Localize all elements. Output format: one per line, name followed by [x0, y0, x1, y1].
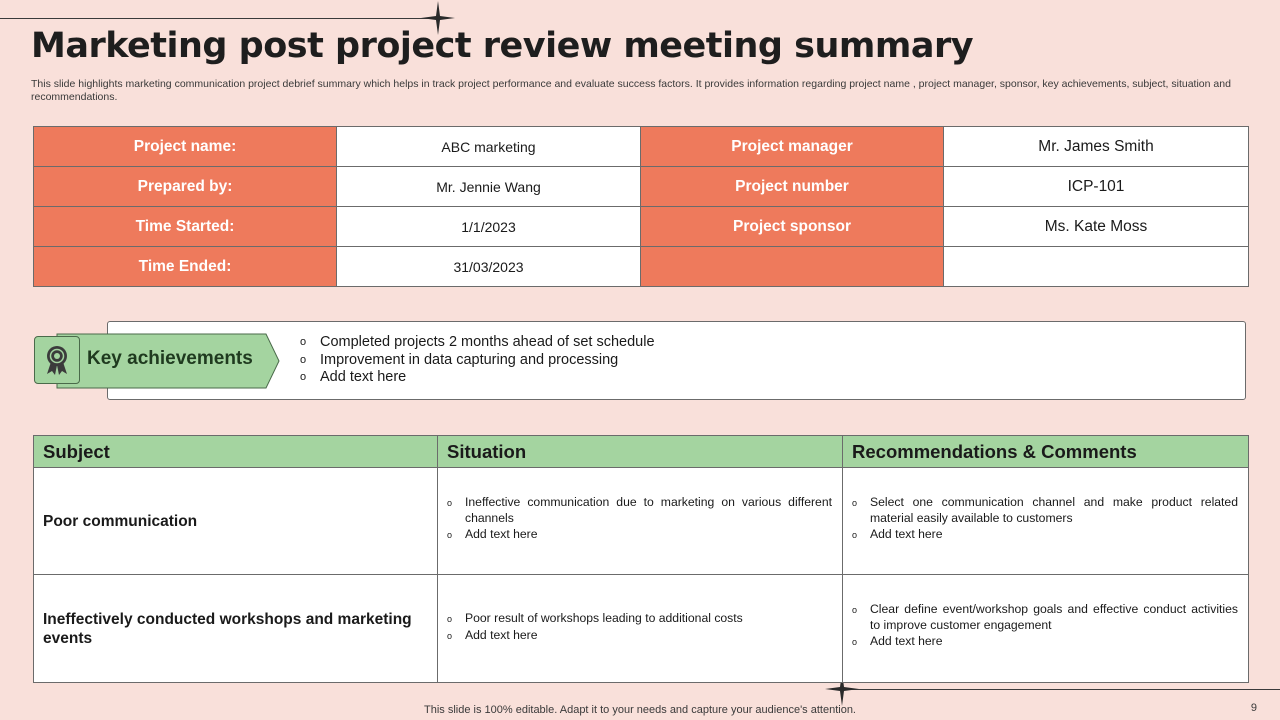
- bullet-icon: o: [852, 605, 858, 615]
- list-item: [300, 369, 655, 387]
- review-table: [33, 435, 1249, 683]
- table-row: [34, 127, 1249, 167]
- bullet-icon: o: [300, 336, 307, 348]
- footer-note: This slide is 100% editable. Adapt it to your needs and capture your audience's attention.: [424, 704, 856, 716]
- bullet-icon: o: [852, 497, 858, 508]
- award-ribbon-icon: [43, 344, 71, 376]
- prepared-by-label: Prepared by:: [34, 167, 337, 207]
- page-subtitle: This slide highlights marketing communication project debrief summary which helps in track project performance and evaluate success factors. It provides information regarding project name , project manager, sponsor, key achievements, subject, situation and recommendations.: [31, 78, 1231, 103]
- page-number: 9: [1250, 702, 1257, 714]
- recommendations-cell: [843, 468, 1249, 575]
- list-item: o Add text here: [447, 627, 538, 642]
- list-item: o Ineffective communication due to marketing on various different channels: [447, 494, 832, 525]
- project-sponsor-label: Project sponsor: [641, 207, 944, 247]
- project-number-label: Project number: [641, 167, 944, 207]
- header-subject: Subject: [34, 436, 438, 468]
- top-decor-line: [0, 18, 438, 19]
- time-ended-value: 31/03/2023: [337, 247, 641, 287]
- header-situation: Situation: [438, 436, 843, 468]
- achievement-text: Completed projects 2 months ahead of set schedule: [320, 334, 655, 350]
- table-row: [34, 468, 1249, 575]
- project-name-value: ABC marketing: [337, 127, 641, 167]
- project-sponsor-value: Ms. Kate Moss: [944, 207, 1249, 247]
- project-info-table: [33, 126, 1249, 287]
- page-title: Marketing post project review meeting summary: [31, 26, 974, 66]
- project-name-label: Project name:: [34, 127, 337, 167]
- bullet-icon: o: [447, 529, 453, 540]
- project-number-value: ICP-101: [944, 167, 1249, 207]
- bullet-icon: o: [447, 630, 453, 641]
- list-item: o Add text here: [852, 634, 943, 648]
- list-item: o Poor result of workshops leading to additional costs: [447, 610, 743, 625]
- project-manager-label: Project manager: [641, 127, 944, 167]
- bullet-icon: o: [447, 497, 453, 508]
- table-row: [34, 207, 1249, 247]
- empty-label-cell: [641, 247, 944, 287]
- project-manager-value: Mr. James Smith: [944, 127, 1249, 167]
- bullet-icon: o: [447, 613, 453, 624]
- bullet-icon: o: [300, 353, 307, 366]
- empty-value-cell: [944, 247, 1249, 287]
- list-item: [300, 352, 655, 370]
- situation-cell: [438, 575, 843, 683]
- list-item: [300, 334, 655, 352]
- list-item: o Add text here: [447, 526, 538, 541]
- time-ended-label: Time Ended:: [34, 247, 337, 287]
- prepared-by-value: Mr. Jennie Wang: [337, 167, 641, 207]
- subject-cell: Poor communication: [34, 468, 438, 575]
- table-row: [34, 575, 1249, 683]
- subject-cell: Ineffectively conducted workshops and marketing events: [34, 575, 438, 683]
- table-row: [34, 247, 1249, 287]
- achievement-text: Improvement in data capturing and processing: [320, 351, 619, 368]
- list-item: o Add text here: [852, 526, 943, 541]
- recommendations-cell: [843, 575, 1249, 683]
- achievements-icon-box: [34, 336, 80, 384]
- list-item: o Select one communication channel and make product related material easily available to customers: [852, 494, 1238, 525]
- achievements-label: Key achievements: [87, 348, 253, 369]
- time-started-value: 1/1/2023: [337, 207, 641, 247]
- achievements-list: [300, 334, 655, 387]
- list-item: o Clear define event/workshop goals and effective conduct activities to improve customer engagement: [852, 602, 1238, 632]
- bottom-decor-line: [842, 689, 1280, 690]
- header-recommendations: Recommendations & Comments: [843, 436, 1249, 468]
- achievement-text: Add text here: [320, 369, 407, 385]
- table-row: [34, 167, 1249, 207]
- bullet-icon: o: [852, 529, 858, 540]
- table-header-row: [34, 436, 1249, 468]
- time-started-label: Time Started:: [34, 207, 337, 247]
- bullet-icon: o: [300, 371, 307, 383]
- situation-cell: [438, 468, 843, 575]
- bullet-icon: o: [852, 637, 858, 647]
